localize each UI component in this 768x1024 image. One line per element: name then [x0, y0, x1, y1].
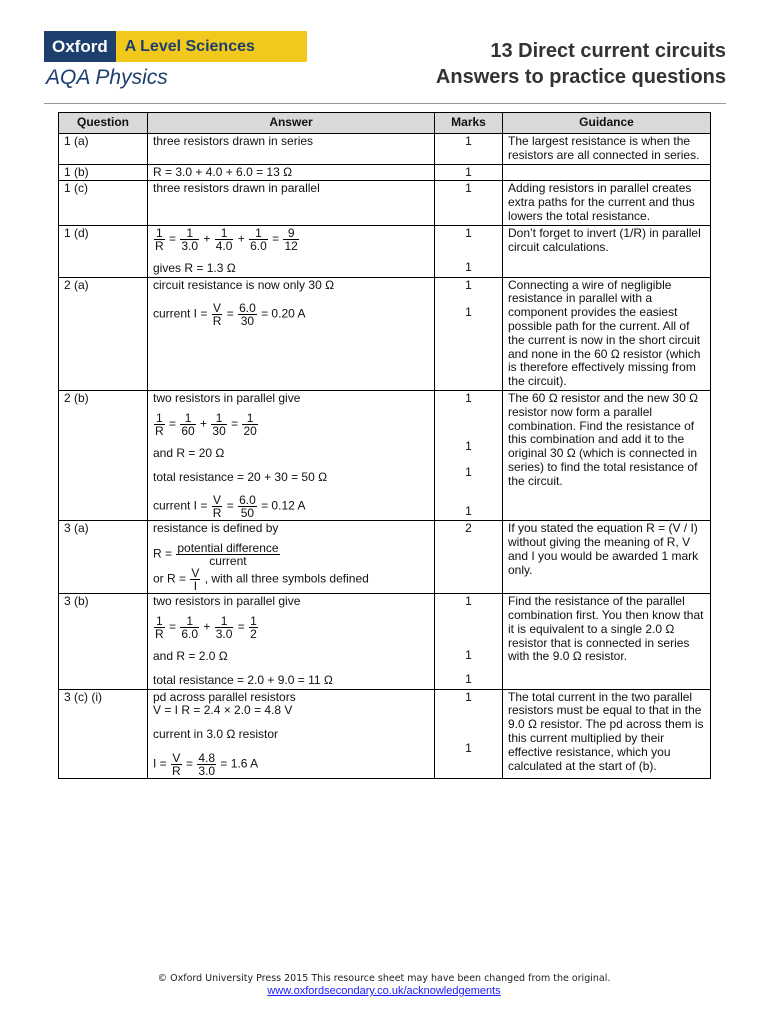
answer-line: and R = 20 Ω [153, 445, 225, 460]
marks-cell [435, 277, 503, 390]
numerator: 1 [215, 615, 234, 628]
guidance-cell: If you stated the equation R = (V / I) without giving the meaning of R, V and I you would be awarded 1 mark only. [503, 521, 711, 594]
table-row [59, 594, 711, 689]
fraction [238, 302, 257, 327]
fraction [212, 302, 223, 327]
denominator: 6.0 [250, 238, 267, 253]
numerator: 1 [180, 227, 199, 240]
answer-cell [148, 521, 435, 594]
subject-title: AQA Physics [46, 66, 168, 89]
fraction [238, 494, 257, 519]
answer-line: total resistance = 20 + 30 = 50 Ω [153, 469, 328, 484]
fraction [242, 412, 257, 437]
denominator: 3.0 [181, 238, 199, 253]
denominator: 60 [181, 423, 195, 438]
guidance-cell: The total current in the two parallel resistors must be equal to that in the 9.0 Ω resistor. The pd across them is this current multiplied by their effective resistance, which you calculated at the start of (b). [503, 689, 711, 778]
question-cell: 1 (d) [59, 225, 148, 277]
fraction [249, 227, 268, 252]
table-row [59, 225, 711, 277]
equation: $\frac{1}{R}$ = $\frac{1}{6.0}$ + $\frac{1}{3.0}$ = $\frac{1}{2}$ [155, 613, 257, 641]
fraction [211, 412, 226, 437]
answers-table [58, 112, 711, 779]
fraction [154, 227, 165, 252]
answer-line: circuit resistance is now only 30 Ω [153, 277, 335, 292]
equation [153, 542, 429, 567]
table-row [59, 277, 711, 390]
fraction [154, 412, 165, 437]
table-row [59, 134, 711, 165]
fraction [180, 412, 195, 437]
question-cell: 3 (a) [59, 521, 148, 594]
header-question: Question [59, 113, 148, 134]
equation-text: , with all three symbols defined [204, 571, 369, 586]
header-divider [44, 103, 726, 104]
equation-text: current I = [153, 307, 208, 322]
numerator: V [213, 493, 222, 508]
answer-line: pd across parallel resistors [153, 689, 296, 704]
mark: 1 [465, 464, 472, 479]
question-cell: 3 (c) (i) [59, 689, 148, 778]
brand-series: A Level Sciences [116, 31, 307, 62]
mark: 1 [465, 689, 472, 704]
answer-cell [148, 277, 435, 390]
footer-copyright: © Oxford University Press 2015 This resource sheet may have been changed from the original. [157, 973, 611, 984]
guidance-cell: Adding resistors in parallel creates extra paths for the current and thus lowers the total resistance. [503, 181, 711, 225]
fraction [249, 615, 258, 640]
equation-text: = 1.6 A [220, 756, 259, 771]
mark: 1 [465, 277, 472, 292]
table-row [59, 164, 711, 181]
fraction [190, 567, 200, 592]
denominator: 6.0 [181, 626, 199, 641]
answer-cell [148, 225, 435, 277]
answer-line: resistance is defined by [153, 521, 279, 536]
equation: $\frac{1}{R}$ = $\frac{1}{3.0}$ + $\frac{1}{4.0}$ + $\frac{1}{6.0}$ = $\frac{9}{12}$ [155, 225, 298, 253]
question-cell: 1 (b) [59, 164, 148, 181]
denominator: R [155, 626, 164, 641]
question-cell: 1 (c) [59, 181, 148, 225]
question-cell: 2 (a) [59, 277, 148, 390]
header-guidance: Guidance [503, 113, 711, 134]
mark: 1 [465, 225, 472, 240]
marks-cell: 1 [435, 134, 503, 165]
denominator: R [212, 506, 222, 521]
denominator: current [209, 554, 247, 569]
fraction [197, 752, 216, 777]
equation-text: or R = [153, 571, 187, 586]
marks-cell [435, 594, 503, 689]
question-cell: 2 (b) [59, 390, 148, 520]
mark: 1 [465, 259, 472, 274]
equation-text: = 0.12 A [261, 499, 306, 514]
answer-cell [148, 390, 435, 520]
brand-oxford: Oxford [44, 31, 116, 62]
denominator: 2 [250, 626, 257, 641]
equation-text: current I = [153, 499, 208, 514]
header-answer: Answer [148, 113, 435, 134]
numerator: 1 [250, 613, 257, 628]
answer-line: two resistors in parallel give [153, 594, 301, 609]
numerator: 1 [155, 613, 163, 628]
guidance-cell: Don’t forget to invert (1/R) in parallel circuit calculations. [503, 225, 711, 277]
denominator: 4.0 [215, 238, 233, 253]
fraction [215, 227, 234, 252]
mark: 1 [465, 594, 472, 609]
mark: 1 [465, 390, 472, 405]
denominator: R [212, 314, 222, 329]
mark: 1 [465, 647, 472, 662]
answer-line: total resistance = 2.0 + 9.0 = 11 Ω [153, 672, 333, 687]
mark: 1 [465, 438, 472, 453]
table-header-row [59, 113, 711, 134]
mark: 1 [465, 504, 472, 519]
acknowledgements-link[interactable]: www.oxfordsecondary.co.uk/acknowledgements [267, 985, 501, 997]
numerator: 9 [283, 227, 298, 240]
denominator: R [155, 238, 164, 253]
chapter-title: 13 Direct current circuits [490, 40, 726, 62]
numerator: V [191, 566, 200, 581]
guidance-cell [503, 164, 711, 181]
marks-cell: 1 [435, 164, 503, 181]
table-row [59, 689, 711, 778]
guidance-cell: Find the resistance of the parallel combination first. You then know that it is equivalent to a single 2.0 Ω resistor that is connected in series with the 9.0 Ω resistor. [503, 594, 711, 689]
fraction [176, 542, 279, 567]
guidance-cell: Connecting a wire of negligible resistance in parallel with a component provides the easiest possible path for the current. All of the current is now in the short circuit and none in the 60 Ω resistor (which is therefore effectively missing from the circuit). [503, 277, 711, 390]
mark: 1 [465, 671, 472, 686]
numerator: V [213, 301, 222, 316]
answer-line: current in 3.0 Ω resistor [153, 727, 279, 742]
equation: $\frac{1}{R}$ = $\frac{1}{60}$ + $\frac{1}{30}$ = $\frac{1}{20}$ [155, 410, 257, 438]
fraction [283, 227, 298, 252]
table-row [59, 390, 711, 520]
header-marks: Marks [435, 113, 503, 134]
document-title: Answers to practice questions [435, 66, 726, 88]
numerator: 4.8 [198, 750, 216, 765]
equation [153, 567, 429, 592]
marks-cell [435, 390, 503, 520]
table-row [59, 181, 711, 225]
question-cell: 3 (b) [59, 594, 148, 689]
answer-line: and R = 2.0 Ω [153, 648, 228, 663]
numerator: 1 [249, 227, 268, 240]
answer-cell: R = 3.0 + 4.0 + 6.0 = 13 Ω [148, 164, 435, 181]
denominator: 3.0 [198, 763, 216, 778]
numerator: 1 [180, 615, 199, 628]
fraction [180, 615, 199, 640]
answer-line: gives R = 1.3 Ω [153, 260, 236, 275]
fraction [212, 494, 223, 519]
denominator: 50 [240, 506, 255, 521]
equation: current I = $\frac{V}{R}$ = $\frac{6.0}{50}$ = 0.12 A [153, 493, 306, 521]
guidance-cell: The largest resistance is when the resistors are all connected in series. [503, 134, 711, 165]
question-cell: 1 (a) [59, 134, 148, 165]
equation-text: R = [153, 546, 173, 561]
fraction [215, 615, 234, 640]
numerator: 1 [211, 412, 226, 425]
denominator: R [172, 763, 181, 778]
numerator: 1 [180, 412, 195, 425]
denominator: I [193, 579, 198, 594]
brand-logo [44, 31, 307, 62]
numerator: 1 [215, 227, 234, 240]
answer-cell [148, 689, 435, 778]
denominator: R [155, 423, 164, 438]
answer-cell: three resistors drawn in series [148, 134, 435, 165]
fraction [171, 752, 182, 777]
numerator: 6.0 [239, 301, 256, 316]
answer-cell [148, 594, 435, 689]
denominator: 30 [212, 423, 226, 438]
fraction [180, 227, 199, 252]
marks-cell: 1 [435, 181, 503, 225]
answer-line: two resistors in parallel give [153, 390, 301, 405]
mark: 1 [465, 305, 472, 320]
answer-cell: three resistors drawn in parallel [148, 181, 435, 225]
answer-line: V = I R = 2.4 × 2.0 = 4.8 V [153, 703, 293, 718]
marks-cell [435, 689, 503, 778]
guidance-cell: The 60 Ω resistor and the new 30 Ω resistor now form a parallel combination. Find the resistance of this combination and add it to the original 30 Ω (which is connected in series) to find the total resistance of the circuit. [503, 390, 711, 520]
numerator: 6.0 [239, 493, 256, 508]
denominator: 12 [284, 238, 298, 253]
numerator: 1 [155, 225, 163, 240]
equation-text: = 0.20 A [261, 307, 306, 322]
denominator: 20 [243, 423, 257, 438]
equation: current I = $\frac{V}{R}$ = $\frac{6.0}{30}$ = 0.20 A [153, 301, 306, 329]
numerator: V [172, 750, 181, 765]
table-row [59, 521, 711, 594]
mark: 1 [465, 741, 472, 756]
numerator: 1 [155, 410, 163, 425]
denominator: 30 [240, 314, 255, 329]
numerator: 1 [242, 412, 257, 425]
equation-text: I = [153, 756, 167, 771]
marks-cell [435, 225, 503, 277]
numerator: potential difference [177, 541, 279, 556]
equation: I = $\frac{V}{R}$ = $\frac{4.8}{3.0}$ = 1.6 A [153, 750, 259, 778]
denominator: 3.0 [215, 626, 233, 641]
marks-cell: 2 [435, 521, 503, 594]
fraction [154, 615, 165, 640]
